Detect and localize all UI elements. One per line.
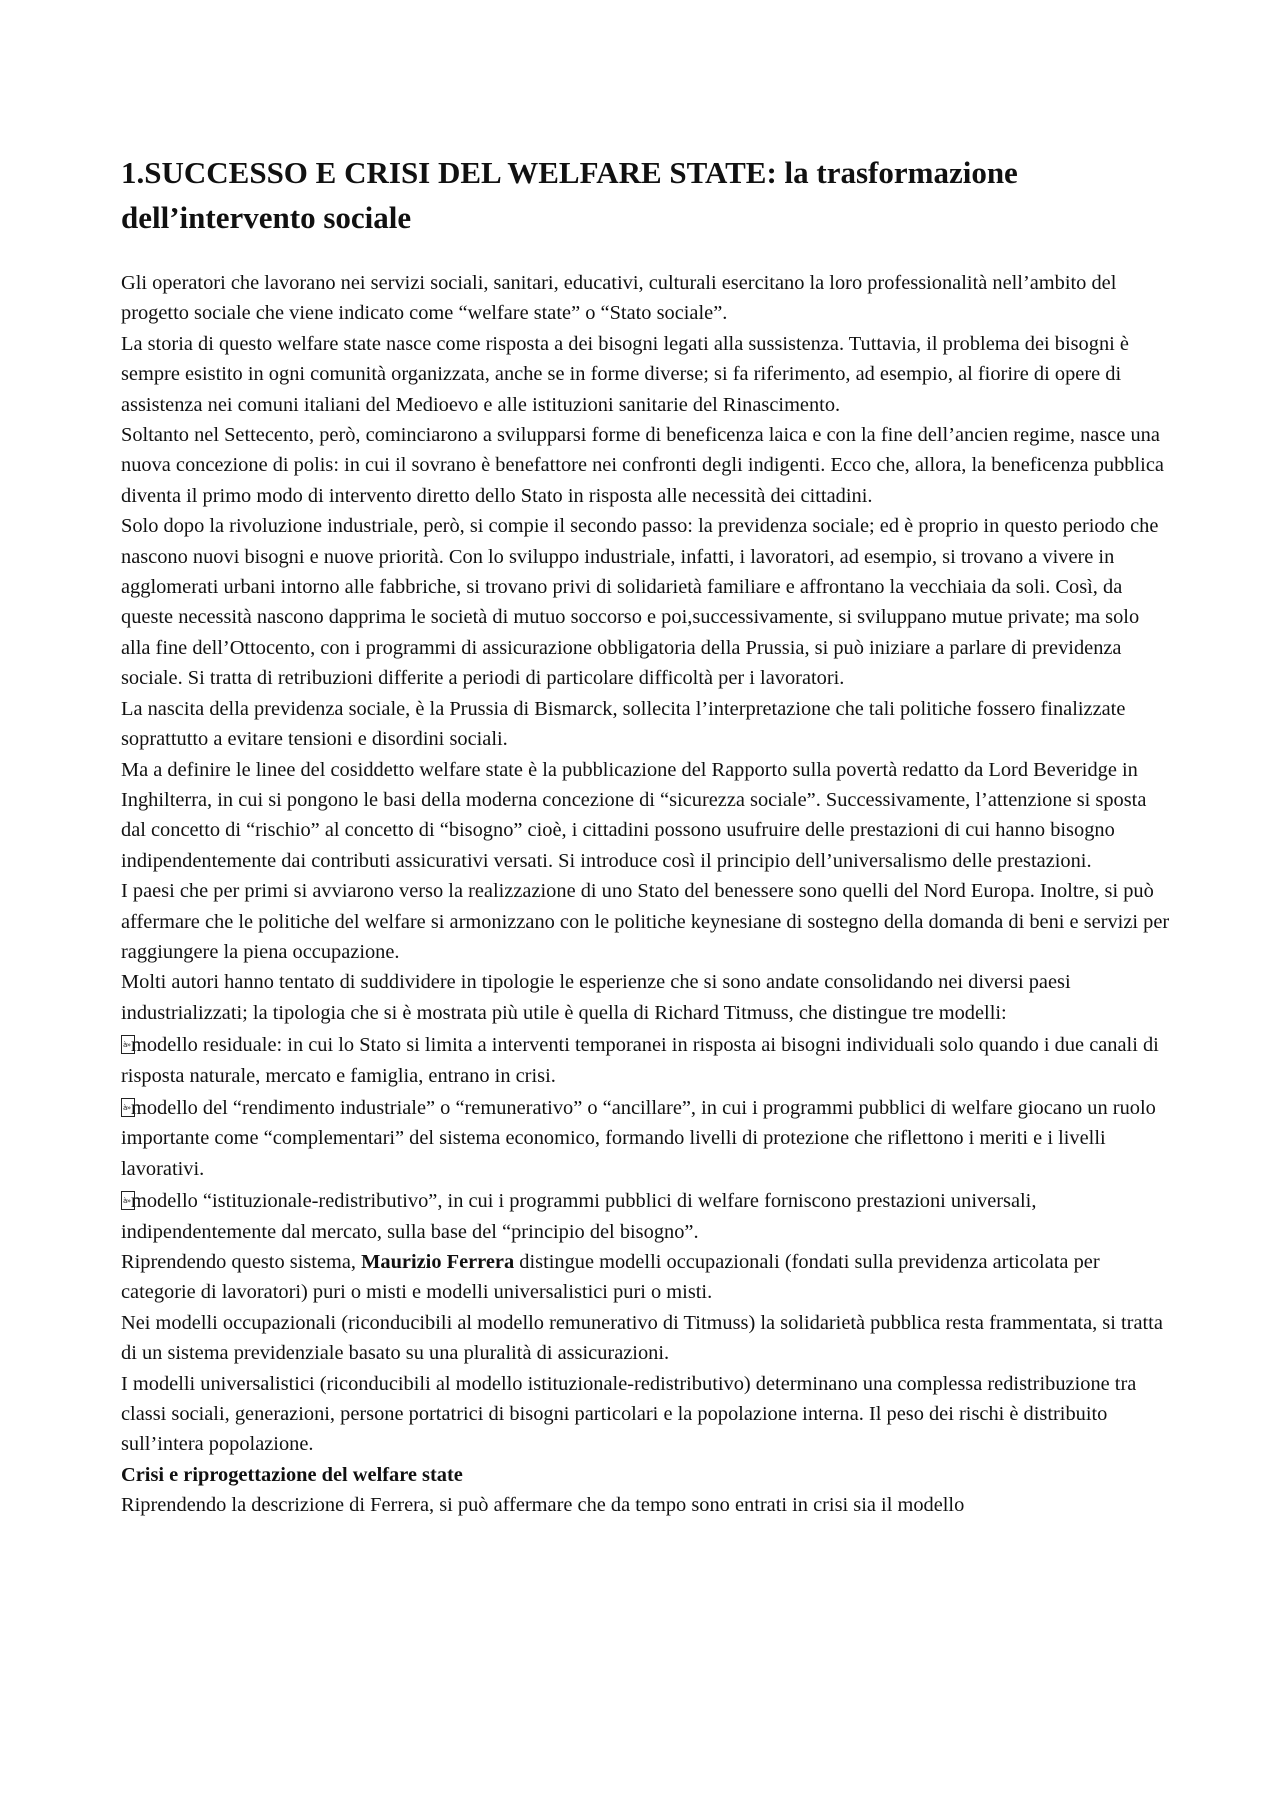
- paragraph-text: distingue modelli occupazionali (fondati sulla previdenza articolata per categorie di lavoratori) puri o misti e modelli universalistici puri o misti.: [121, 1251, 1100, 1304]
- missing-glyph-bullet-icon: à»: [121, 1098, 135, 1117]
- missing-glyph-bullet-icon: à»: [121, 1035, 135, 1054]
- paragraph: La storia di questo welfare state nasce come risposta a dei bisogni legati alla sussistenza. Tuttavia, il problema dei bisogni è sempre esistito in ogni comunità organizzata, anche se in forme diverse; si fa riferimento, ad esempio, al fiorire di opere di assistenza nei comuni italiani del Medioevo e alle istituzioni sanitarie del Rinascimento.: [121, 332, 1129, 416]
- document-body: [121, 268, 1171, 1520]
- author-name: Maurizio Ferrera: [361, 1251, 515, 1273]
- paragraph: Molti autori hanno tentato di suddividere in tipologie le esperienze che si sono andate consolidando nei diversi paesi industrializzati; la tipologia che si è mostrata più utile è quella di Richard Titmuss, che distingue tre modelli:: [121, 971, 1071, 1024]
- paragraph-ferrera: [121, 1247, 1171, 1308]
- paragraph: Riprendendo la descrizione di Ferrera, si può affermare che da tempo sono entrati in crisi sia il modello: [121, 1493, 965, 1516]
- missing-glyph-bullet-icon: à»: [121, 1191, 135, 1210]
- section-heading: Crisi e riprogettazione del welfare state: [121, 1463, 463, 1486]
- list-item-text: modello “istituzionale-redistributivo”, in cui i programmi pubblici di welfare forniscono prestazioni universali, indipendentemente dal mercato, sulla base del “principio del bisogno”.: [121, 1190, 1037, 1243]
- paragraph: Soltanto nel Settecento, però, cominciarono a svilupparsi forme di beneficenza laica e con la fine dell’ancien regime, nasce una nuova concezione di polis: in cui il sovrano è benefattore nei confronti degli indigenti. Ecco che, allora, la beneficenza pubblica diventa il primo modo di intervento diretto dello Stato in risposta alle necessità dei cittadini.: [121, 424, 1164, 507]
- list-item: [121, 1186, 1171, 1247]
- paragraph: La nascita della previdenza sociale, è la Prussia di Bismarck, sollecita l’interpretazione che tali politiche fossero finalizzate soprattutto a evitare tensioni e disordini sociali.: [121, 697, 1126, 751]
- list-item: [121, 1093, 1171, 1184]
- paragraph: Nei modelli occupazionali (riconducibili al modello remunerativo di Titmuss) la solidarietà pubblica resta frammentata, si tratta di un sistema previdenziale basato su una pluralità di assicurazioni.: [121, 1311, 1163, 1365]
- page-title: 1.SUCCESSO E CRISI DEL WELFARE STATE: la trasformazione dell’intervento sociale: [121, 155, 1018, 235]
- paragraph: I paesi che per primi si avviarono verso la realizzazione di uno Stato del benessere sono quelli del Nord Europa. Inoltre, si può affermare che le politiche del welfare si armonizzano con le politiche keynesiane di sostegno della domanda di beni e servizi per raggiungere la piena occupazione.: [121, 880, 1170, 963]
- paragraph: Ma a definire le linee del cosiddetto welfare state è la pubblicazione del Rapporto sulla povertà redatto da Lord Beveridge in Inghilterra, in cui si pongono le basi della moderna concezione di “sicurezza sociale”. Successivamente, l’attenzione si sposta dal concetto di “rischio” al concetto di “bisogno” cioè, i cittadini possono usufruire delle prestazioni di cui hanno bisogno indipendentemente dai contributi assicurativi versati. Si introduce così il principio dell’universalismo delle prestazioni.: [121, 758, 1147, 872]
- document-page: [121, 150, 1171, 1520]
- paragraph: Solo dopo la rivoluzione industriale, però, si compie il secondo passo: la previdenza sociale; ed è proprio in questo periodo che nascono nuovi bisogni e nuove priorità. Con lo sviluppo industriale, infatti, i lavoratori, ad esempio, si trovano a vivere in agglomerati urbani intorno alle fabbriche, si trovano privi di solidarietà familiare e affrontano la vecchiaia da soli. Così, da queste necessità nascono dapprima le società di mutuo soccorso e poi,successivamente, si sviluppano mutue private; ma solo alla fine dell’Ottocento, con i programmi di assicurazione obbligatoria della Prussia, si può iniziare a parlare di previdenza sociale. Si tratta di retribuzioni differite a periodi di particolare difficoltà per i lavoratori.: [121, 515, 1159, 690]
- paragraph-text: Riprendendo questo sistema,: [121, 1251, 362, 1273]
- list-item-text: modello del “rendimento industriale” o “remunerativo” o “ancillare”, in cui i programmi pubblici di welfare giocano un ruolo importante come “complementari” del sistema economico, formando livelli di protezione che riflettono i meriti e i livelli lavorativi.: [121, 1096, 1156, 1180]
- list-item-text: modello residuale: in cui lo Stato si limita a interventi temporanei in risposta ai bisogni individuali solo quando i due canali di risposta naturale, mercato e famiglia, entrano in crisi.: [121, 1034, 1159, 1087]
- paragraph: Gli operatori che lavorano nei servizi sociali, sanitari, educativi, culturali esercitano la loro professionalità nell’ambito del progetto sociale che viene indicato come “welfare state” o “Stato sociale”.: [121, 272, 1117, 325]
- paragraph: I modelli universalistici (riconducibili al modello istituzionale-redistributivo) determinano una complessa redistribuzione tra classi sociali, generazioni, persone portatrici di bisogni particolari e la popolazione interna. Il peso dei rischi è distribuito sull’intera popolazione.: [121, 1372, 1137, 1456]
- list-item: [121, 1030, 1171, 1091]
